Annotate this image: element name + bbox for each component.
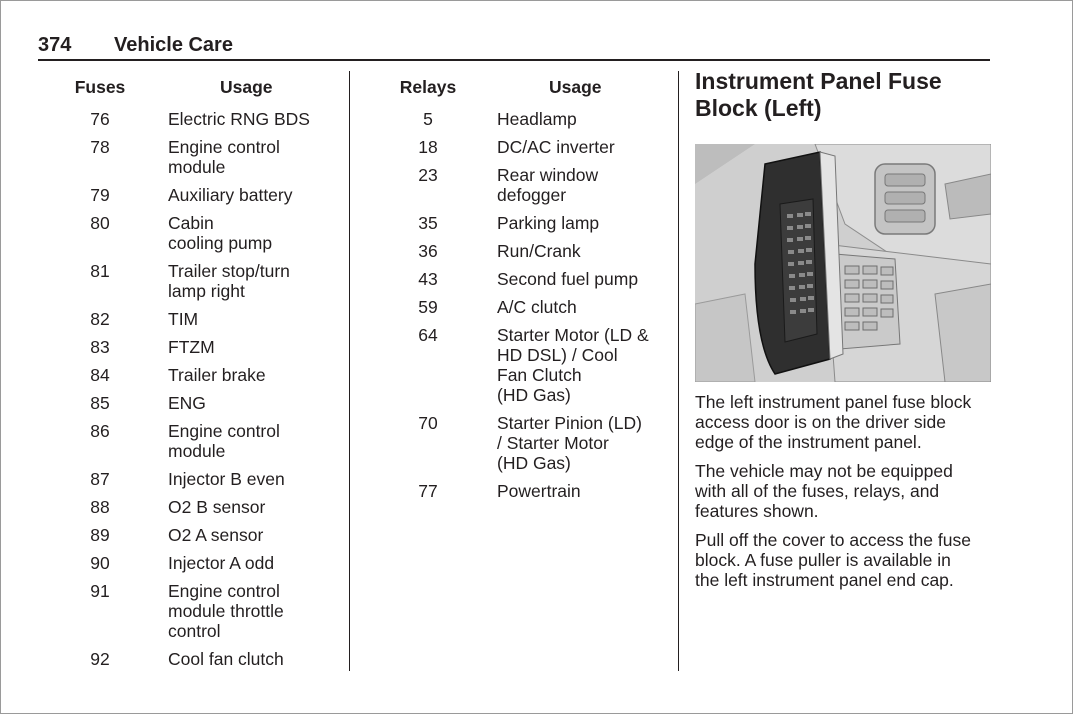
section-title: Vehicle Care (114, 34, 233, 56)
row-number: 18 (418, 137, 438, 157)
row-number: 89 (90, 525, 110, 545)
row-usage: Headlamp (497, 109, 577, 129)
row-usage: ENG (168, 393, 206, 413)
table-row (60, 109, 340, 129)
page-header (38, 33, 990, 61)
row-usage: Injector A odd (168, 553, 275, 573)
row-number: 78 (90, 137, 110, 157)
paragraph: Pull off the cover to access the fuse block. A fuse puller is available in the left instrument panel end cap. (695, 530, 971, 590)
row-usage: Run/Crank (497, 241, 581, 261)
table-row (60, 581, 340, 641)
row-usage: Rear window defogger (497, 165, 599, 205)
column-header-usage: Usage (220, 77, 273, 97)
table-row (60, 213, 340, 253)
fuse-block-drawing (695, 144, 991, 382)
row-number: 77 (418, 481, 438, 501)
table-row (388, 213, 668, 233)
row-usage: O2 A sensor (168, 525, 264, 545)
row-usage: DC/AC inverter (497, 137, 615, 157)
row-usage: Second fuel pump (497, 269, 639, 289)
fuse-block-description (695, 392, 995, 599)
table-header (388, 77, 668, 109)
row-usage: Engine control module (168, 137, 280, 177)
fuses-table (60, 77, 340, 677)
row-usage: Trailer stop/turn lamp right (168, 261, 290, 301)
table-row (60, 553, 340, 573)
table-row (388, 269, 668, 289)
row-usage: Cabin cooling pump (168, 213, 273, 253)
row-number: 83 (90, 337, 110, 357)
column-header-relays: Relays (399, 77, 457, 97)
row-number: 59 (418, 297, 438, 317)
table-body (60, 109, 340, 669)
table-row (60, 421, 340, 461)
row-number: 91 (90, 581, 110, 601)
row-number: 88 (90, 497, 110, 517)
row-usage: TIM (168, 309, 199, 329)
row-usage: Electric RNG BDS (168, 109, 310, 129)
row-number: 92 (90, 649, 110, 669)
fuse-block-illustration (695, 144, 991, 382)
page-number: 374 (38, 34, 72, 56)
column-divider (349, 71, 350, 671)
row-number: 76 (90, 109, 110, 129)
row-number: 79 (90, 185, 110, 205)
table-row (388, 137, 668, 157)
row-number: 5 (423, 109, 433, 129)
row-number: 64 (418, 325, 438, 345)
row-usage: FTZM (168, 337, 215, 357)
row-number: 84 (90, 365, 110, 385)
relays-table (388, 77, 668, 509)
row-usage: Cool fan clutch (168, 649, 284, 669)
fuse-block-heading: Instrument Panel Fuse Block (Left) (695, 68, 942, 121)
row-number: 70 (418, 413, 438, 433)
table-row (60, 497, 340, 517)
row-usage: O2 B sensor (168, 497, 266, 517)
table-row (388, 297, 668, 317)
table-row (388, 165, 668, 205)
table-row (60, 309, 340, 329)
row-number: 80 (90, 213, 110, 233)
row-number: 36 (418, 241, 438, 261)
paragraph: The left instrument panel fuse block access door is on the driver side edge of the instrument panel. (695, 392, 972, 452)
table-row (60, 261, 340, 301)
table-body (388, 109, 668, 501)
row-number: 90 (90, 553, 110, 573)
table-row (388, 109, 668, 129)
row-usage: Injector B even (168, 469, 285, 489)
row-number: 87 (90, 469, 110, 489)
row-usage: Trailer brake (168, 365, 266, 385)
row-usage: Auxiliary battery (168, 185, 293, 205)
row-usage: Starter Motor (LD & HD DSL) / Cool Fan Clutch (HD Gas) (497, 325, 649, 405)
row-number: 82 (90, 309, 110, 329)
row-number: 35 (418, 213, 438, 233)
table-row (60, 649, 340, 669)
column-header-usage: Usage (549, 77, 602, 97)
row-usage: Parking lamp (497, 213, 600, 233)
row-usage: A/C clutch (497, 297, 577, 317)
table-row (388, 481, 668, 501)
table-row (60, 469, 340, 489)
table-row (60, 137, 340, 177)
row-usage: Starter Pinion (LD) / Starter Motor (HD Gas) (497, 413, 642, 473)
row-number: 81 (90, 261, 110, 281)
row-usage: Powertrain (497, 481, 581, 501)
row-number: 23 (418, 165, 438, 185)
row-number: 86 (90, 421, 110, 441)
table-row (60, 393, 340, 413)
table-row (60, 365, 340, 385)
table-row (60, 185, 340, 205)
row-number: 85 (90, 393, 110, 413)
table-row (60, 525, 340, 545)
row-number: 43 (418, 269, 438, 289)
table-row (388, 413, 668, 473)
table-row (388, 241, 668, 261)
column-divider (678, 71, 679, 671)
column-header-fuses: Fuses (74, 77, 126, 97)
paragraph: The vehicle may not be equipped with all of the fuses, relays, and features shown. (695, 461, 953, 521)
table-header (60, 77, 340, 109)
row-usage: Engine control module throttle control (168, 581, 284, 641)
table-row (388, 325, 668, 405)
row-usage: Engine control module (168, 421, 280, 461)
table-row (60, 337, 340, 357)
